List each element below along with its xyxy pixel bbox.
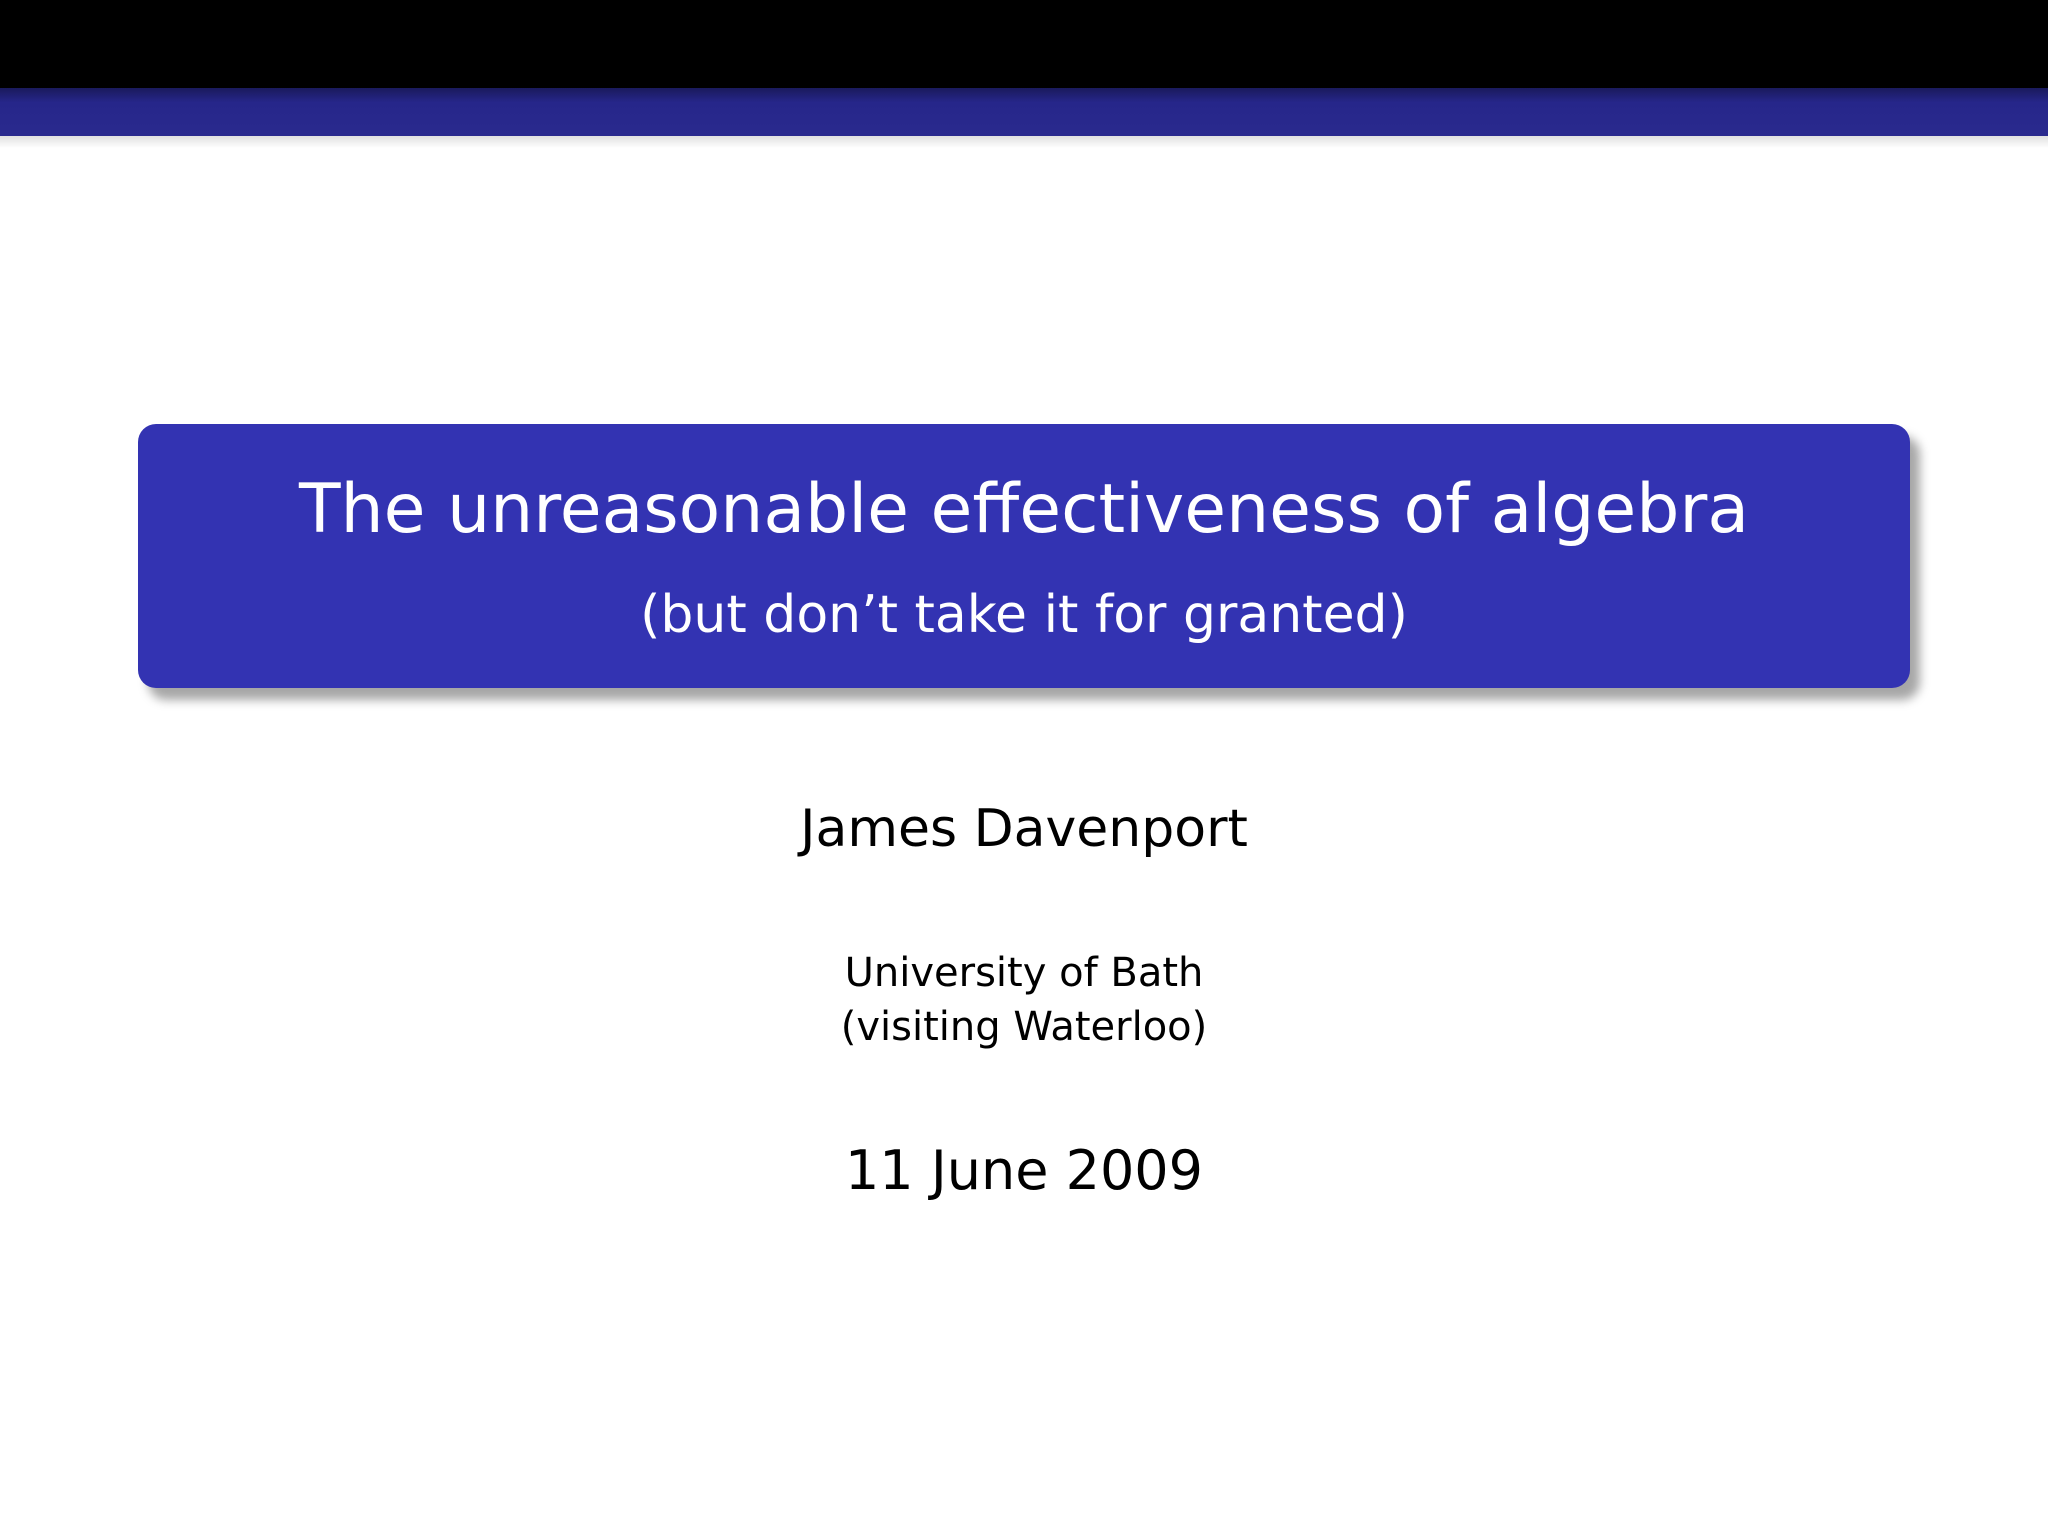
author-name: James Davenport <box>800 799 1248 859</box>
institute-line-1: University of Bath <box>844 950 1204 996</box>
slide-title: The unreasonable effectiveness of algebra <box>298 470 1749 549</box>
institute <box>0 946 2048 1054</box>
header-black-bar <box>0 0 2048 88</box>
header-shadow <box>0 136 2048 148</box>
institute-line-2: (visiting Waterloo) <box>840 1004 1208 1050</box>
presentation-date: 11 June 2009 <box>844 1139 1204 1202</box>
header-blue-band <box>0 88 2048 136</box>
slide-subtitle: (but don’t take it for granted) <box>640 585 1408 645</box>
title-box <box>138 424 1910 688</box>
